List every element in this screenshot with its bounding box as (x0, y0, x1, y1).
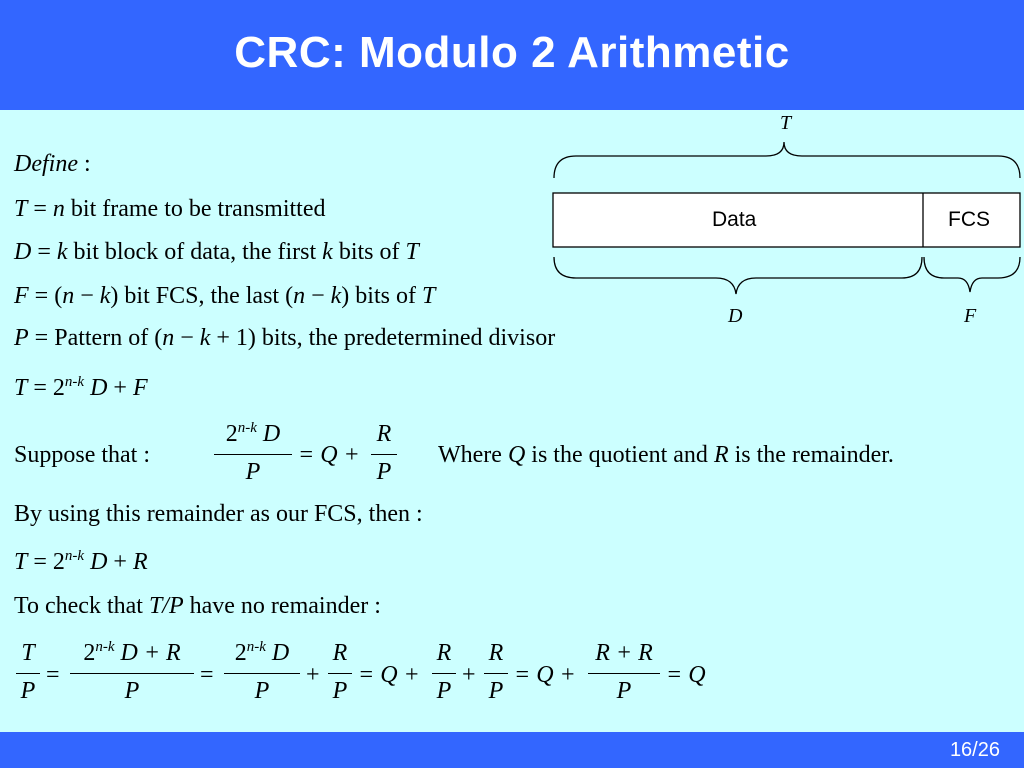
plus: + (107, 375, 133, 401)
label-d: D (728, 305, 743, 327)
equals-q-plus: = Q + (298, 442, 360, 468)
paren: ) (110, 283, 119, 309)
define-word: Define (14, 151, 78, 177)
var-n: n (52, 196, 65, 222)
fraction-denominator: P (245, 459, 261, 485)
var-t: T (405, 239, 419, 265)
equals: = (31, 239, 57, 265)
def-text: Pattern of ( (54, 325, 163, 351)
equals: = (27, 196, 53, 222)
var-k: k (322, 239, 333, 265)
label-t: T (780, 112, 792, 134)
fraction-denominator: P (376, 459, 392, 485)
frame-diagram (540, 112, 1024, 342)
equals-two: = 2 (27, 375, 65, 401)
fraction-r-plus-r-over-p: R + R P (588, 641, 660, 707)
fraction-r-over-p: R P (432, 641, 456, 707)
var-t: T (14, 375, 28, 401)
equals: = (28, 325, 55, 351)
def-d-line (14, 240, 419, 264)
equation-t-f (14, 376, 148, 400)
def-f-line (14, 284, 435, 308)
var-k: k (330, 283, 342, 309)
var-d: D (84, 375, 108, 401)
exponent: n-k (64, 374, 85, 390)
to-check-line: To check that T/P have no remainder : (14, 593, 381, 619)
footer-bar (0, 732, 1024, 768)
equation-t-r: $T = 2^{n-k}$ D + R (14, 548, 148, 575)
var-f: F (14, 283, 29, 309)
fraction-2nkd-over-p: 2$^{n-k}$ D P (224, 641, 300, 707)
plus: + (462, 662, 476, 688)
fraction-bar (214, 454, 292, 455)
def-text: bit frame to be transmitted (64, 196, 326, 222)
label-f: F (964, 305, 977, 327)
equals-q-plus: = Q + (358, 662, 420, 688)
fraction-t-over-p: T P (16, 641, 40, 707)
var-k: k (199, 325, 211, 351)
fraction-numerator: R (376, 421, 392, 447)
def-t-line (14, 197, 326, 221)
fraction-numerator: 2$^{n-k}$ D (225, 420, 281, 447)
data-field: Data (712, 208, 757, 231)
var-p: P (14, 325, 29, 351)
where-line: Where Q is the quotient and R is the remainder. (438, 442, 894, 468)
var-n: n (62, 283, 75, 309)
fraction-r-over-p (371, 422, 397, 488)
slide-title: CRC: Modulo 2 Arithmetic (234, 28, 790, 77)
fraction-2nkd-plus-r-over-p: 2$^{n-k}$ D + R P (70, 641, 194, 707)
fraction-2nkd-over-p (214, 422, 292, 488)
fcs-field: FCS (948, 208, 990, 231)
equals: = (46, 662, 60, 688)
define-line (14, 152, 91, 176)
def-text: bits of (332, 239, 406, 265)
var-t: T (14, 196, 28, 222)
equals-q: = Q (666, 662, 706, 688)
def-p-line (14, 326, 555, 350)
equals: = (200, 662, 214, 688)
minus: − (305, 283, 331, 309)
by-using-line: By using this remainder as our FCS, then : (14, 501, 423, 527)
var-n: n (293, 283, 306, 309)
fraction-r-over-p: R P (484, 641, 508, 707)
suppose-label: Suppose that : (14, 442, 150, 468)
define-colon: : (77, 151, 91, 177)
var-d: D (14, 239, 32, 265)
var-k: k (99, 283, 111, 309)
var-t: T (421, 283, 436, 309)
minus: − (74, 283, 100, 309)
page-number: 16/26 (949, 739, 1000, 761)
var-n: n (162, 325, 175, 351)
minus: − (174, 325, 200, 351)
var-f: F (132, 375, 148, 401)
plus: + (306, 662, 320, 688)
def-text: ) bits of (341, 283, 422, 309)
fraction-bar (371, 454, 397, 455)
equals-q-plus: = Q + (514, 662, 576, 688)
equals: = ( (28, 283, 63, 309)
def-text: + 1) bits, the predetermined divisor (210, 325, 556, 351)
fraction-r-over-p: R P (328, 641, 352, 707)
var-k: k (56, 239, 68, 265)
def-text: bit block of data, the first (67, 239, 323, 265)
def-text: bit FCS, the last ( (118, 283, 294, 309)
